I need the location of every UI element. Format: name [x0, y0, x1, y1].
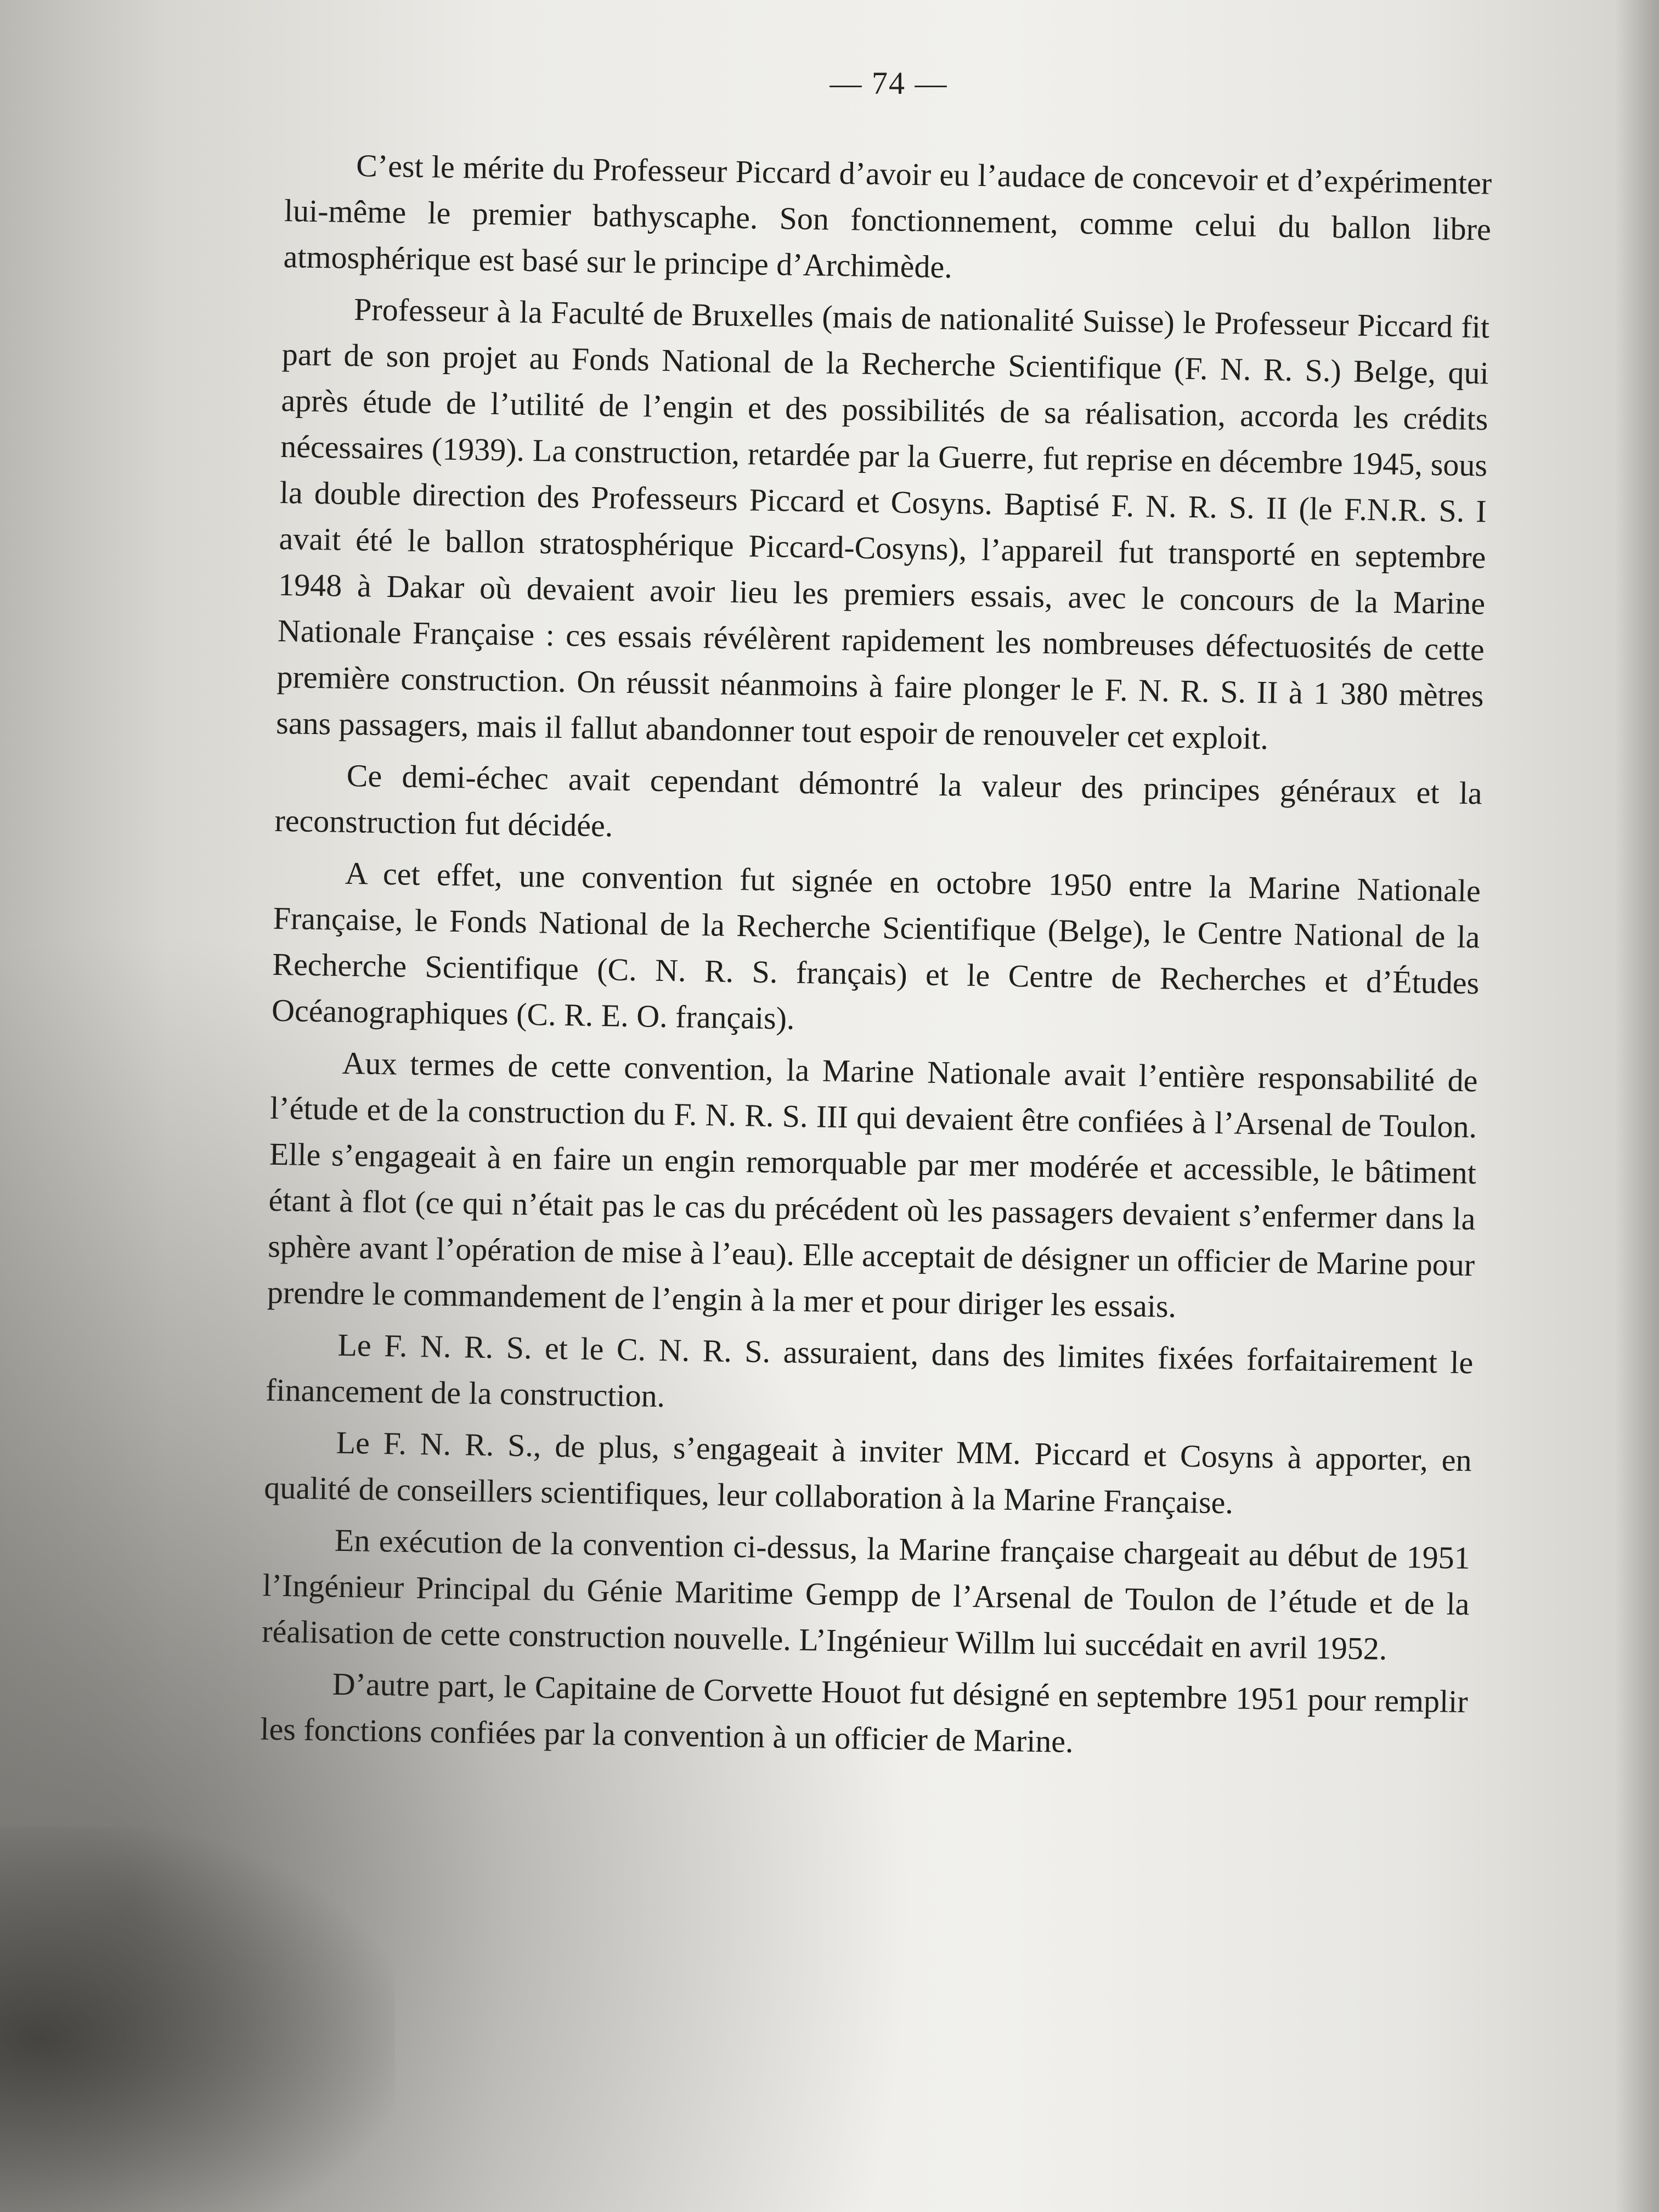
body-text: [260, 142, 1492, 1771]
page-shadow: [0, 1827, 395, 2212]
paragraph-5: Aux termes de cette convention, la Marine Nationale avait l’entière responsabilité de l’étude et de la construction du F. N. R. S. III qui devaient être confiées à l’Arsenal de Toulon. Elle s’engageait à en faire un engin remorquable par mer modérée et accessible, le bâtiment étant à flot (ce qui n’était pas le cas du précédent où les passagers devaient s’enfermer dans la sphère avant l’opération de mise à l’eau). Elle acceptait de désigner un officier de Marine pour prendre le commandement de l’engin à la mer et pour diriger les essais.: [267, 1045, 1478, 1324]
paragraph-3: Ce demi-échec avait cependant démontré la valeur des principes généraux et la reconstruction fut décidée.: [274, 757, 1483, 844]
paragraph-6: Le F. N. R. S. et le C. N. R. S. assuraient, dans des limites fixées forfaitairement le financement de la construction.: [265, 1327, 1474, 1414]
page-number: — 74 —: [830, 65, 948, 101]
paragraph-1: C’est le mérite du Professeur Piccard d’avoir eu l’audace de concevoir et d’expérimenter lui-même le premier bathyscaphe. Son fonctionnement, comme celui du ballon libre atmosphérique est basé sur le principe d’Archimède.: [283, 148, 1492, 285]
paragraph-4: A cet effet, une convention fut signée en octobre 1950 entre la Marine Nationale Française, le Fonds National de la Recherche Scientifique (Belge), le Centre National de la Recherche Scientifique (C. N. R. S. français) et le Centre de Recherches et d’Études Océanographiques (C. R. E. O. français).: [271, 855, 1481, 1036]
paragraph-8: En exécution de la convention ci-dessus, la Marine française chargeait au début de 1951 l’Ingénieur Principal du Génie Maritime Gempp de l’Arsenal de Toulon de l’étude et de la réalisation de cette construction nouvelle. L’Ingénieur Willm lui succédait en avril 1952.: [261, 1522, 1471, 1667]
paragraph-2: Professeur à la Faculté de Bruxelles (mais de nationalité Suisse) le Professeur Piccard fit part de son projet au Fonds National de la Recherche Scientifique (F. N. R. S.) Belge, qui après étude de l’utilité de l’engin et des possibilités de sa réalisation, accorda les crédits nécessaires (1939). La construction, retardée par la Guerre, fut reprise en décembre 1945, sous la double direction des Professeurs Piccard et Cosyns. Baptisé F. N. R. S. II (le F.N.R. S. I avait été le ballon stratosphérique Piccard-Cosyns), l’appareil fut transporté en septembre 1948 à Dakar où devaient avoir lieu les premiers essais, avec le concours de la Marine Nationale Française : ces essais révélèrent rapidement les nombreuses défectuosités de cette première construction. On réussit néanmoins à faire plonger le F. N. R. S. II à 1 380 mètres sans passagers, mais il fallut abandonner tout espoir de renouveler cet exploit.: [275, 291, 1490, 757]
page-edge-shadow: [1615, 0, 1659, 2212]
paragraph-9: D’autre part, le Capitaine de Corvette Houot fut désigné en septembre 1951 pour remplir les fonctions confiées par la convention à un officier de Marine.: [260, 1666, 1469, 1759]
paragraph-7: Le F. N. R. S., de plus, s’engageait à inviter MM. Piccard et Cosyns à apporter, en qualité de conseillers scientifiques, leur collaboration à la Marine Française.: [263, 1424, 1472, 1521]
